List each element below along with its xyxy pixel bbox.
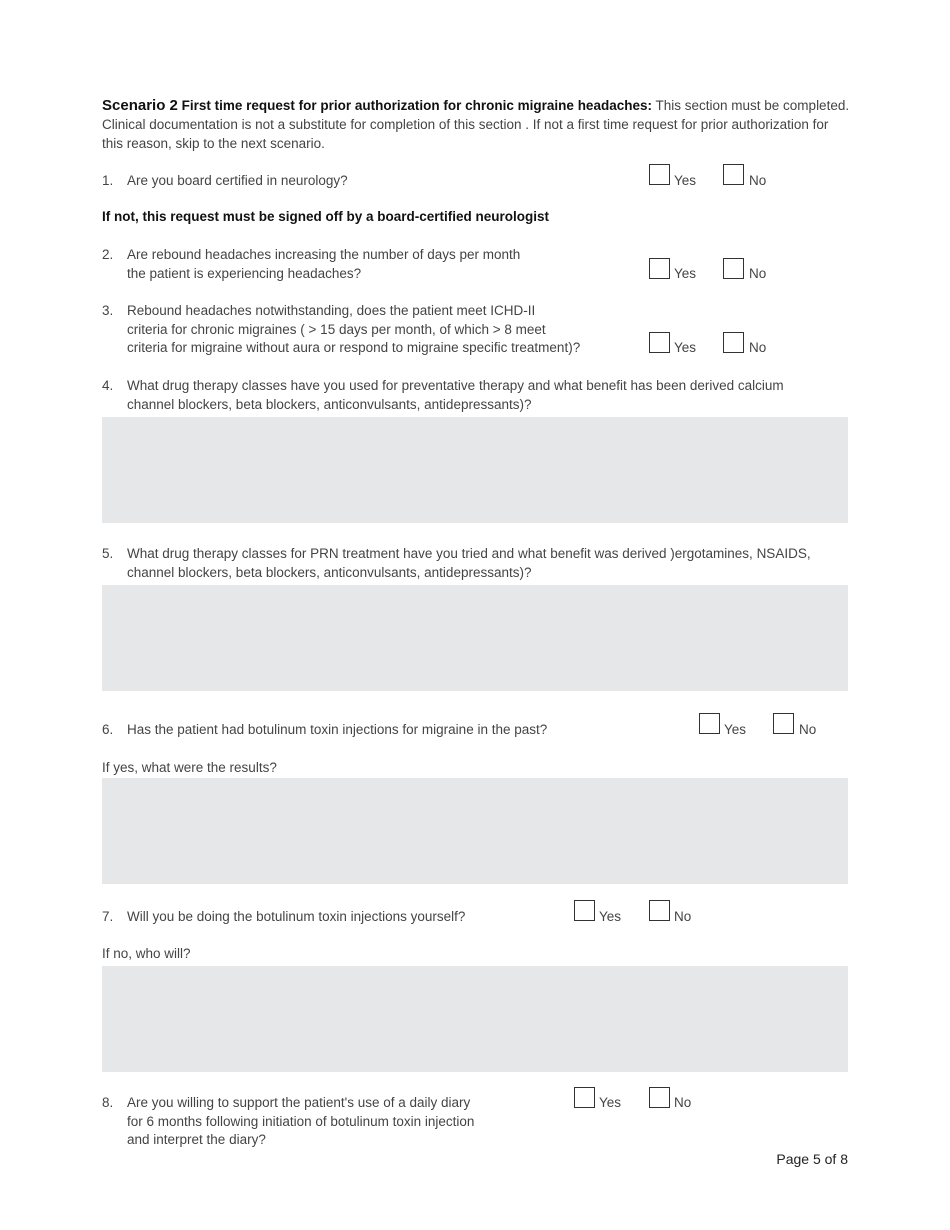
q3-yes-checkbox[interactable] [649, 332, 670, 353]
q4-answer-field[interactable] [102, 417, 848, 523]
q8-no-label: No [674, 1095, 692, 1110]
q1-line: Are you board certified in neurology? [127, 173, 348, 188]
q8-number: 8. [102, 1095, 114, 1110]
q4-line: channel blockers, beta blockers, anticonvulsants, antidepressants)? [127, 396, 532, 412]
scenario-heading: First time request for prior authorization for chronic migraine headaches: [181, 98, 652, 113]
q5-line: channel blockers, beta blockers, anticonvulsants, antidepressants)? [127, 564, 532, 580]
q2-yes-label: Yes [674, 266, 697, 281]
page-number: Page 5 of 8 [776, 1151, 848, 1167]
scenario-label: Scenario 2 [102, 97, 178, 114]
q4-line: What drug therapy classes have you used for preventative therapy and what benefit has been derived calcium [127, 378, 784, 393]
q7-text [127, 908, 465, 927]
q6-no-checkbox[interactable] [773, 713, 794, 734]
q8-line: and interpret the diary? [127, 1132, 266, 1147]
q1-no-checkbox[interactable] [723, 164, 744, 185]
q6-number: 6. [102, 722, 114, 737]
q7-number: 7. [102, 909, 114, 924]
q1-no-label: No [749, 173, 767, 188]
q7-answer-field[interactable] [102, 966, 848, 1072]
q6-yes-checkbox[interactable] [699, 713, 720, 734]
q6-followup: If yes, what were the results? [102, 760, 277, 775]
q7-followup: If no, who will? [102, 946, 191, 961]
q5-text [127, 545, 811, 582]
q6-yes-label: Yes [724, 722, 747, 737]
q3-no-checkbox[interactable] [723, 332, 744, 353]
q5-answer-field[interactable] [102, 585, 848, 691]
q6-text [127, 721, 547, 740]
q5-line: What drug therapy classes for PRN treatment have you tried and what benefit was derived )ergotamines, NSAIDS, [127, 546, 811, 561]
q2-number: 2. [102, 247, 114, 262]
q3-text [127, 302, 580, 358]
q6-line: Has the patient had botulinum toxin injections for migraine in the past? [127, 722, 548, 737]
q2-line: the patient is experiencing headaches? [127, 265, 362, 281]
q7-yes-label: Yes [599, 909, 622, 924]
q4-number: 4. [102, 378, 114, 393]
q8-no-checkbox[interactable] [649, 1087, 670, 1108]
q1-number: 1. [102, 173, 114, 188]
q7-line: Will you be doing the botulinum toxin injections yourself? [127, 909, 466, 924]
q7-no-checkbox[interactable] [649, 900, 670, 921]
signoff-note: If not, this request must be signed off by a board-certified neurologist [102, 209, 550, 224]
q1-yes-label: Yes [674, 173, 697, 188]
q2-no-label: No [749, 266, 767, 281]
q8-yes-label: Yes [599, 1095, 622, 1110]
q3-line: criteria for chronic migraines ( > 15 days per month, of which > 8 meet [127, 321, 546, 337]
scenario-instructions: This section must be completed. Clinical documentation is not a substitute for completion of this section . If not a first time request for prior authorization for this reason, skip to the next scenario. [102, 98, 850, 151]
q2-yes-checkbox[interactable] [649, 258, 670, 279]
q4-text [127, 377, 784, 414]
q7-no-label: No [674, 909, 692, 924]
q2-no-checkbox[interactable] [723, 258, 744, 279]
q6-answer-field[interactable] [102, 778, 848, 884]
q8-line: for 6 months following initiation of botulinum toxin injection [127, 1113, 475, 1129]
q2-text [127, 246, 520, 283]
scenario-intro [102, 96, 852, 153]
q3-no-label: No [749, 340, 767, 355]
q3-line: Rebound headaches notwithstanding, does the patient meet ICHD-II [127, 303, 536, 318]
q3-number: 3. [102, 303, 114, 318]
q5-number: 5. [102, 546, 114, 561]
q8-text [127, 1094, 474, 1150]
q2-line: Are rebound headaches increasing the number of days per month [127, 247, 521, 262]
q8-yes-checkbox[interactable] [574, 1087, 595, 1108]
q1-yes-checkbox[interactable] [649, 164, 670, 185]
q1-text [127, 172, 348, 191]
q6-no-label: No [799, 722, 817, 737]
q8-line: Are you willing to support the patient's use of a daily diary [127, 1095, 471, 1110]
q3-yes-label: Yes [674, 340, 697, 355]
q3-line: criteria for migraine without aura or respond to migraine specific treatment)? [127, 340, 581, 355]
q7-yes-checkbox[interactable] [574, 900, 595, 921]
